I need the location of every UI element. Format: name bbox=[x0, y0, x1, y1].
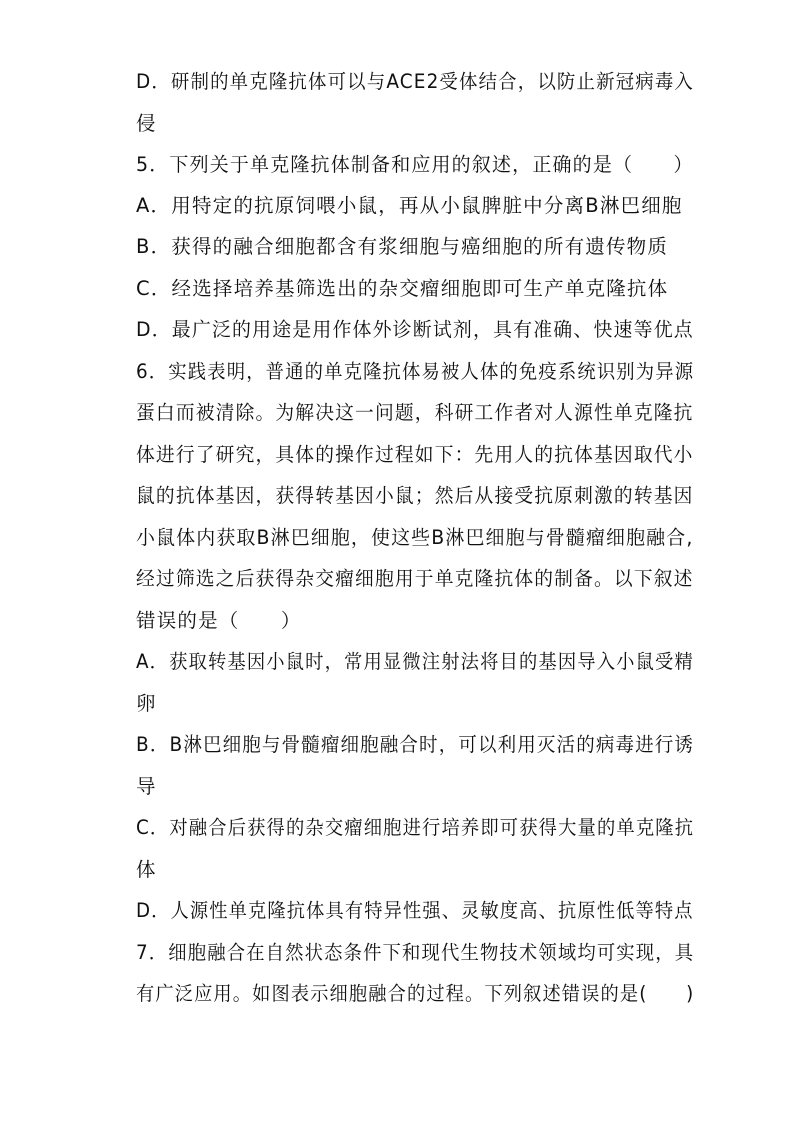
option-b: B．B淋巴细胞与骨髓瘤细胞融合时，可以利用灭活的病毒进行诱 bbox=[136, 733, 695, 756]
text-line: 经过筛选之后获得杂交瘤细胞用于单克隆抗体的制备。以下叙述 bbox=[136, 567, 694, 590]
option-d: D．最广泛的用途是用作体外诊断试剂，具有准确、快速等优点 bbox=[136, 318, 694, 341]
question-5: 5．下列关于单克隆抗体制备和应用的叙述，正确的是（ ） bbox=[136, 153, 694, 176]
option-a: A．用特定的抗原饲喂小鼠，再从小鼠脾脏中分离B淋巴细胞 bbox=[136, 194, 683, 217]
option-c: C．经选择培养基筛选出的杂交瘤细胞即可生产单克隆抗体 bbox=[136, 277, 669, 300]
text-line: 体进行了研究，具体的操作过程如下：先用人的抗体基因取代小 bbox=[136, 443, 694, 466]
option-c: C．对融合后获得的杂交瘤细胞进行培养即可获得大量的单克隆抗 bbox=[136, 816, 695, 839]
text-line: 导 bbox=[136, 775, 157, 798]
option-b: B．获得的融合细胞都含有浆细胞与癌细胞的所有遗传物质 bbox=[136, 235, 669, 258]
text-line: 鼠的抗体基因，获得转基因小鼠；然后从接受抗原刺激的转基因 bbox=[136, 484, 694, 507]
option-a: A．获取转基因小鼠时，常用显微注射法将目的基因导入小鼠受精 bbox=[136, 650, 694, 673]
text-line: 侵 bbox=[136, 112, 157, 135]
option-d: D．人源性单克隆抗体具有特异性强、灵敏度高、抗原性低等特点 bbox=[136, 899, 694, 922]
text-line: 蛋白而被清除。为解决这一问题，科研工作者对人源性单克隆抗 bbox=[136, 401, 694, 424]
text-line: 错误的是（ ） bbox=[136, 609, 302, 632]
question-6: 6．实践表明，普通的单克隆抗体易被人体的免疫系统识别为异源 bbox=[136, 360, 695, 383]
text-line: 小鼠体内获取B淋巴细胞，使这些B淋巴细胞与骨髓瘤细胞融合, bbox=[136, 526, 694, 549]
text-line: D．研制的单克隆抗体可以与ACE2受体结合，以防止新冠病毒入 bbox=[136, 70, 695, 93]
question-7: 7．细胞融合在自然状态条件下和现代生物技术领域均可实现，具 bbox=[136, 941, 695, 964]
text-line: 有广泛应用。如图表示细胞融合的过程。下列叙述错误的是( ) bbox=[136, 982, 695, 1005]
text-line: 卵 bbox=[136, 692, 157, 715]
text-line: 体 bbox=[136, 858, 157, 881]
